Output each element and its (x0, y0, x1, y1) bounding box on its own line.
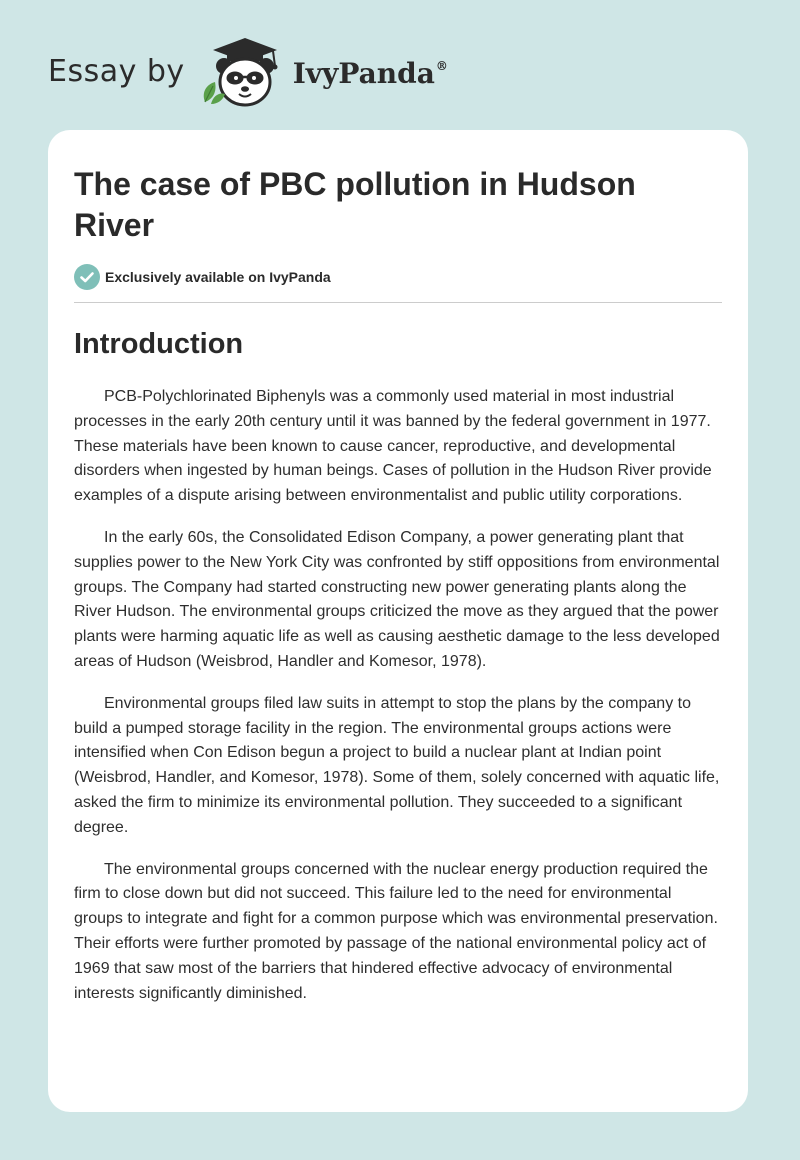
brand-name (293, 57, 448, 90)
paragraph: The environmental groups concerned with the nuclear energy production required the firm to close down but did not succeed. This failure led to the need for environmental groups to integrate and fight for a common purpose which was environmental preservation. Their efforts were further promoted by passage of the national environmental policy act of 1969 that saw most of the barriers that hindered effective advocacy of environmental interests significantly diminished. (74, 860, 718, 1002)
brand-name-text: IvyPanda (292, 56, 435, 90)
site-logo[interactable] (48, 36, 448, 108)
essay-body (74, 385, 720, 1023)
exclusive-badge (74, 264, 331, 290)
paragraph: PCB-Polychlorinated Biphenyls was a commonly used material in most industrial processes in the early 20th century until it was banned by the federal government in 1977. These materials have been known to cause cancer, reproductive, and developmental disorders when ingested by human beings. Cases of pollution in the Hudson River provide examples of a dispute arising between environmentalist and public utility corporations. (74, 388, 712, 505)
paragraph: Environmental groups filed law suits in attempt to stop the plans by the company to build a pumped storage facility in the region. The environmental groups actions were intensified when Con Edison begun a project to build a nuclear plant at Indian point (Weisbrod, Handler, and Komesor, 1978). Some of them, solely concerned with aquatic life, asked the firm to minimize its environmental pollution. They succeeded to a significant degree. (74, 694, 720, 836)
divider (74, 302, 722, 303)
paragraph: In the early 60s, the Consolidated Edison Company, a power generating plant that supplies power to the New York City was confronted by stiff oppositions from environmental groups. The Company had started constructing new power generating plants along the River Hudson. The environmental groups criticized the move as they argued that the power plants were harming aquatic life as well as causing aesthetic damage to the less developed areas of Hudson (Weisbrod, Handler and Komesor, 1978). (74, 528, 720, 670)
exclusive-badge-label: Exclusively available on IvyPanda (105, 269, 331, 285)
brand-prefix: Essay by (48, 53, 185, 89)
panda-logo-icon (199, 36, 291, 108)
registered-mark: ® (435, 58, 448, 73)
page-title: The case of PBC pollution in Hudson River (74, 166, 636, 243)
essay-card (48, 130, 748, 1112)
check-circle-icon (74, 264, 100, 290)
section-heading: Introduction (74, 328, 244, 360)
